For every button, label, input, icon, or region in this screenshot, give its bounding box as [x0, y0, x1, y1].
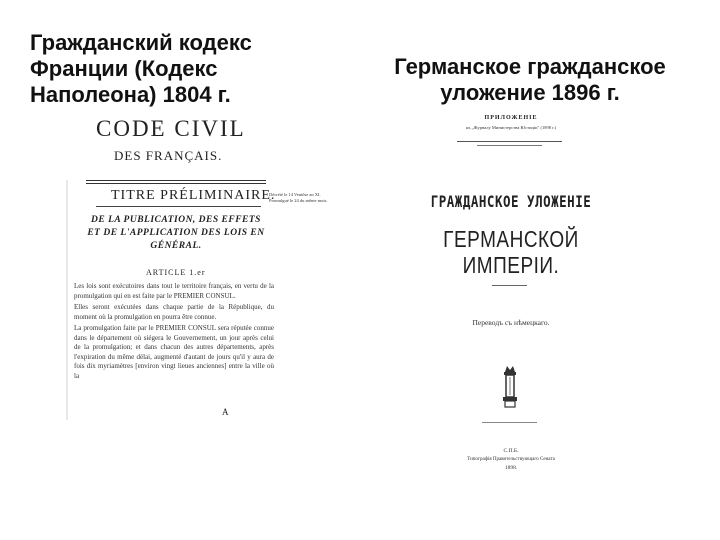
left-caption-line: Гражданский кодекс	[30, 30, 252, 55]
code-civil-subtitle: DES FRANÇAIS.	[114, 148, 223, 163]
article-heading: ARTICLE 1.er	[146, 268, 206, 277]
code-civil-scan	[66, 110, 340, 420]
divider	[477, 145, 542, 146]
left-caption-line: Наполеона) 1804 г.	[30, 82, 231, 107]
right-caption-line: Германское гражданское	[394, 54, 666, 79]
translation-note: Переводъ съ нѣмецкаго.	[472, 318, 550, 327]
article-paragraph: La promulgation faite par le PREMIER CONSUL sera réputée connue dans le département où siégera le Gouvernement, un jour après celui de la promulgation; et dans chacun des autres départements, après l'expiration du même délai, augmenté d'autant de jours qu'il y aura de fois dix myriamètres [environ vingt lieues anciennes] entre la ville où la	[74, 324, 274, 380]
right-caption	[360, 54, 700, 106]
left-caption	[30, 30, 330, 108]
section-subheading: DE LA PUBLICATION, DES EFFETS ET DE L'APPLICATION DES LOIS EN GÉNÉRAL.	[87, 215, 265, 251]
bgb-title-line-1: ГРАЖДАНСКОЕ УЛОЖЕНІЕ	[430, 192, 592, 211]
code-civil-title: CODE CIVIL	[96, 116, 246, 141]
titre-heading: TITRE PRÉLIMINAIRE.	[111, 188, 276, 203]
bgb-title-line-2: ГЕРМАНСКОЙ ИМПЕРІИ.	[443, 227, 579, 280]
article-paragraph: Les lois sont exécutoires dans tout le territoire français, en vertu de la promulgation qui en est faite par le PREMIER CONSUL.	[74, 282, 274, 300]
imprint-city: С.П.Б.	[503, 448, 519, 454]
divider	[492, 285, 527, 286]
margin-note: Décrété le 14 Ventôse an XI. Promulgué le 24 du même mois.	[269, 192, 328, 203]
divider	[482, 422, 537, 423]
appendix-source: къ „Журналу Министерства Юстиціи" (1898 г.)	[465, 125, 557, 130]
appendix-label: ПРИЛОЖЕНІЕ	[484, 115, 538, 121]
crown-emblem-icon	[500, 362, 520, 410]
imprint-year: 1898.	[504, 465, 518, 471]
divider	[96, 206, 261, 207]
signature-mark: A	[222, 407, 229, 417]
divider	[86, 183, 266, 184]
divider	[86, 180, 266, 181]
divider	[457, 141, 562, 142]
right-caption-line: уложение 1896 г.	[440, 80, 620, 105]
article-body	[74, 282, 274, 383]
imprint-press: Типографія Правительствующаго Сената	[467, 457, 555, 462]
article-paragraph: Elles seront exécutées dans chaque partie de la République, du moment où la promulgation en pourra être connue.	[74, 303, 274, 321]
scan-edge	[66, 180, 68, 420]
left-caption-line: Франции (Кодекс	[30, 56, 218, 81]
bgb-scan	[402, 110, 620, 470]
